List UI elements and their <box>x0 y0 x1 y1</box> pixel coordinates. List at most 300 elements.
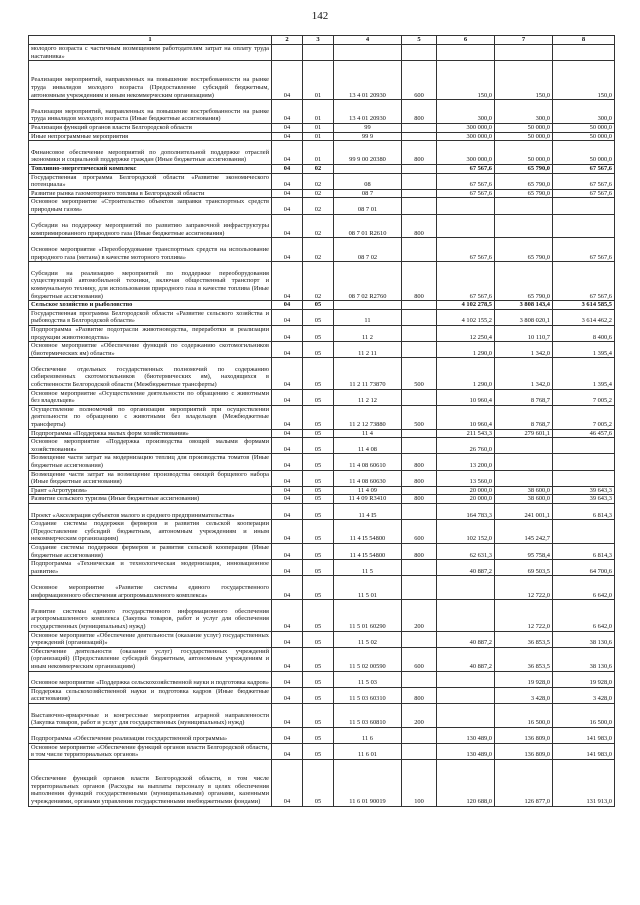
row-name: Основное мероприятие «Строительство объектов заправки транспортных средств природным газом» <box>29 198 272 214</box>
amount-col8: 38 130,6 <box>553 631 615 647</box>
subsection-code: 05 <box>303 671 334 687</box>
target-article-code: 11 4 08 60610 <box>334 454 402 470</box>
amount-col6: 13 560,0 <box>437 470 495 486</box>
amount-col7: 38 600,0 <box>495 486 553 495</box>
target-article-code: 99 9 00 20380 <box>334 141 402 165</box>
section-code: 04 <box>272 647 303 671</box>
row-name: Обеспечение деятельности (оказание услуг) государственных учреждений (организаций) (Предоставление субсидий бюджетным, автономным учреждениям и иным некоммерческим организациям) <box>29 647 272 671</box>
amount-col6: 164 783,3 <box>437 504 495 520</box>
amount-col7: 1 342,0 <box>495 342 553 358</box>
expense-type-code <box>402 438 437 454</box>
amount-col8: 50 000,0 <box>553 141 615 165</box>
subsection-code: 05 <box>303 703 334 727</box>
amount-col7: 136 809,0 <box>495 743 553 759</box>
amount-col7: 3 808 020,1 <box>495 309 553 325</box>
target-article-code: 13 4 01 20930 <box>334 61 402 100</box>
target-article-code: 11 5 01 60290 <box>334 600 402 631</box>
amount-col6: 67 567,6 <box>437 262 495 301</box>
amount-col8: 39 643,3 <box>553 495 615 504</box>
subsection-code: 05 <box>303 486 334 495</box>
expense-type-code <box>402 189 437 198</box>
section-code: 04 <box>272 141 303 165</box>
subsection-code: 05 <box>303 454 334 470</box>
subsection-code: 05 <box>303 560 334 576</box>
expense-type-code <box>402 560 437 576</box>
target-article-code: 11 5 02 00590 <box>334 647 402 671</box>
expense-type-code <box>402 132 437 141</box>
section-code: 04 <box>272 438 303 454</box>
table-row <box>29 342 615 358</box>
amount-col8: 67 567,6 <box>553 173 615 189</box>
amount-col7: 36 853,5 <box>495 647 553 671</box>
amount-col6: 102 152,0 <box>437 520 495 544</box>
row-name: Проект «Акселерация субъектов малого и среднего предпринимательства» <box>29 504 272 520</box>
table-row <box>29 238 615 262</box>
row-name: Основное мероприятие «Обеспечение функций по содержанию скотомогильников (биотермических ям) области» <box>29 342 272 358</box>
row-name: Обеспечение отдельных государственных полномочий по содержанию сибиреязвенных скотомогильников (биотермических ям), находящихся в собственности Белгородской области (Межбюджетные трансферты) <box>29 358 272 389</box>
table-row <box>29 743 615 759</box>
section-code: 04 <box>272 495 303 504</box>
amount-col8: 67 567,6 <box>553 189 615 198</box>
amount-col6: 10 960,4 <box>437 405 495 429</box>
amount-col7: 12 722,0 <box>495 600 553 631</box>
amount-col8: 39 643,3 <box>553 486 615 495</box>
header-cell: 3 <box>303 36 334 45</box>
table-row <box>29 405 615 429</box>
row-name: Осуществление полномочий по организации мероприятий при осуществлении деятельности по обращению с животными без владельцев (Межбюджетные трансферты) <box>29 405 272 429</box>
table-header-row <box>29 36 615 45</box>
amount-col8: 67 567,6 <box>553 164 615 173</box>
section-code: 04 <box>272 198 303 214</box>
table-row <box>29 132 615 141</box>
amount-col8: 7 005,2 <box>553 405 615 429</box>
table-row <box>29 429 615 438</box>
target-article-code: 08 7 02 <box>334 238 402 262</box>
expense-type-code: 600 <box>402 61 437 100</box>
section-code: 04 <box>272 486 303 495</box>
target-article-code: 08 7 02 R2760 <box>334 262 402 301</box>
amount-col7: 1 342,0 <box>495 358 553 389</box>
row-name: Развитие системы единого государственного информационного обеспечения агропромышленного комплекса (Закупка товаров, работ и услуг для обеспечения государственных (муниципальных) нужд) <box>29 600 272 631</box>
section-code: 04 <box>272 470 303 486</box>
expense-type-code: 600 <box>402 520 437 544</box>
subsection-code: 05 <box>303 358 334 389</box>
header-cell: 8 <box>553 36 615 45</box>
target-article-code: 11 4 I5 54800 <box>334 543 402 559</box>
amount-col7: 3 428,0 <box>495 687 553 703</box>
amount-col7: 136 809,0 <box>495 727 553 743</box>
amount-col6: 300 000,0 <box>437 132 495 141</box>
target-article-code: 99 9 <box>334 132 402 141</box>
target-article-code: 08 7 <box>334 189 402 198</box>
expense-type-code <box>402 743 437 759</box>
amount-col7: 50 000,0 <box>495 123 553 132</box>
amount-col6 <box>437 703 495 727</box>
header-cell: 1 <box>29 36 272 45</box>
amount-col8: 1 395,4 <box>553 358 615 389</box>
section-code: 04 <box>272 687 303 703</box>
amount-col6 <box>437 576 495 600</box>
subsection-code: 02 <box>303 198 334 214</box>
table-row <box>29 647 615 671</box>
table-row <box>29 61 615 100</box>
section-code: 04 <box>272 173 303 189</box>
row-name: Основное мероприятие «Поддержка сельскохозяйственной науки и подготовка кадров» <box>29 671 272 687</box>
row-name: Обеспечение функций органов власти Белгородской области, в том числе территориальных органов (Расходы на выплаты персоналу в целях обеспечения выполнения функций государственными (муниципальными) органами, казенными учреждениями, органами управления государственными внебюджетными фондами) <box>29 760 272 807</box>
subsection-code: 05 <box>303 405 334 429</box>
row-name: Грант «Агротуризм» <box>29 486 272 495</box>
table-row <box>29 600 615 631</box>
expense-type-code <box>402 45 437 61</box>
expense-type-code: 500 <box>402 405 437 429</box>
amount-col8: 67 567,6 <box>553 238 615 262</box>
header-cell: 4 <box>334 36 402 45</box>
target-article-code <box>334 45 402 61</box>
amount-col7: 65 790,0 <box>495 164 553 173</box>
subsection-code: 05 <box>303 504 334 520</box>
amount-col6: 211 543,3 <box>437 429 495 438</box>
header-cell: 2 <box>272 36 303 45</box>
amount-col8: 141 983,0 <box>553 727 615 743</box>
budget-table <box>28 35 615 807</box>
amount-col6: 40 887,2 <box>437 560 495 576</box>
row-name: Подпрограмма «Техническая и технологическая модернизация, инновационное развитие» <box>29 560 272 576</box>
table-row <box>29 262 615 301</box>
expense-type-code <box>402 309 437 325</box>
subsection-code: 05 <box>303 687 334 703</box>
amount-col7: 95 758,4 <box>495 543 553 559</box>
amount-col6: 300 000,0 <box>437 123 495 132</box>
target-article-code: 13 4 01 20930 <box>334 100 402 124</box>
row-name: Подпрограмма «Обеспечение реализации государственной программы» <box>29 727 272 743</box>
target-article-code: 11 6 <box>334 727 402 743</box>
section-code: 04 <box>272 189 303 198</box>
subsection-code: 02 <box>303 238 334 262</box>
amount-col8: 3 428,0 <box>553 687 615 703</box>
amount-col6: 26 760,0 <box>437 438 495 454</box>
subsection-code: 01 <box>303 141 334 165</box>
row-name: Государственная программа Белгородской области «Развитие экономического потенциала» <box>29 173 272 189</box>
amount-col7: 65 790,0 <box>495 238 553 262</box>
amount-col8: 67 567,6 <box>553 262 615 301</box>
amount-col6: 67 567,6 <box>437 189 495 198</box>
row-name: Развитие рынка газомоторного топлива в Белгородской области <box>29 189 272 198</box>
section-code: 04 <box>272 262 303 301</box>
expense-type-code <box>402 671 437 687</box>
row-name: Иные непрограммные мероприятия <box>29 132 272 141</box>
row-name: Основное мероприятие «Поддержка производства овощей малыми формами хозяйствования» <box>29 438 272 454</box>
section-code: 04 <box>272 600 303 631</box>
subsection-code: 05 <box>303 389 334 405</box>
row-name: Основное мероприятие «Развитие системы единого государственного информационного обеспечения агропромышленного комплекса» <box>29 576 272 600</box>
table-row <box>29 671 615 687</box>
subsection-code: 01 <box>303 132 334 141</box>
amount-col6 <box>437 198 495 214</box>
section-code: 04 <box>272 301 303 310</box>
amount-col7: 50 000,0 <box>495 132 553 141</box>
section-code: 04 <box>272 576 303 600</box>
table-row <box>29 173 615 189</box>
amount-col6: 67 567,6 <box>437 173 495 189</box>
target-article-code: 11 5 <box>334 560 402 576</box>
expense-type-code: 200 <box>402 600 437 631</box>
amount-col7: 65 790,0 <box>495 173 553 189</box>
table-row <box>29 123 615 132</box>
row-name: Создание системы поддержки фермеров и развития сельской кооперации (Иные бюджетные ассигнования) <box>29 543 272 559</box>
amount-col7: 8 768,7 <box>495 389 553 405</box>
table-row <box>29 325 615 341</box>
target-article-code: 11 2 <box>334 325 402 341</box>
section-code: 04 <box>272 238 303 262</box>
amount-col8 <box>553 214 615 238</box>
table-row <box>29 100 615 124</box>
subsection-code: 05 <box>303 600 334 631</box>
row-name: молодого возраста с частичным возмещением работодателям затрат на оплату труда наставника» <box>29 45 272 61</box>
subsection-code: 05 <box>303 647 334 671</box>
target-article-code: 11 4 08 60630 <box>334 470 402 486</box>
section-code: 04 <box>272 631 303 647</box>
amount-col8: 46 457,6 <box>553 429 615 438</box>
section-code: 04 <box>272 727 303 743</box>
expense-type-code <box>402 631 437 647</box>
row-name: Подпрограмма «Развитие подотрасли животноводства, переработки и реализации продукции животноводства» <box>29 325 272 341</box>
header-cell: 6 <box>437 36 495 45</box>
row-name: Выставочно-ярмарочные и конгрессные мероприятия аграрной направленности (Закупка товаров, работ и услуг для государственных (муниципальных) нужд) <box>29 703 272 727</box>
table-row <box>29 309 615 325</box>
table-row <box>29 470 615 486</box>
target-article-code: 11 4 09 R3410 <box>334 495 402 504</box>
target-article-code: 11 5 03 <box>334 671 402 687</box>
expense-type-code <box>402 504 437 520</box>
section-code: 04 <box>272 123 303 132</box>
row-name: Основное мероприятие «Обеспечение функций органов власти Белгородской области, в том числе территориальных органов» <box>29 743 272 759</box>
row-name: Сельское хозяйство и рыболовство <box>29 301 272 310</box>
subsection-code: 05 <box>303 342 334 358</box>
amount-col7: 241 001,1 <box>495 504 553 520</box>
section-code: 04 <box>272 214 303 238</box>
amount-col8 <box>553 438 615 454</box>
amount-col8: 6 814,3 <box>553 543 615 559</box>
header-cell: 5 <box>402 36 437 45</box>
amount-col7: 8 768,7 <box>495 405 553 429</box>
amount-col8 <box>553 198 615 214</box>
section-code: 04 <box>272 429 303 438</box>
table-row <box>29 495 615 504</box>
target-article-code: 11 2 11 73870 <box>334 358 402 389</box>
amount-col8: 64 700,6 <box>553 560 615 576</box>
expense-type-code: 800 <box>402 454 437 470</box>
amount-col8: 16 500,0 <box>553 703 615 727</box>
expense-type-code <box>402 238 437 262</box>
target-article-code <box>334 164 402 173</box>
row-name: Реализация мероприятий, направленных на повышение востребованности на рынке труда инвалидов молодого возраста (Предоставление субсидий бюджетным, автономным учреждениям и иным некоммерческим организациям) <box>29 61 272 100</box>
target-article-code: 11 4 09 <box>334 486 402 495</box>
target-article-code <box>334 301 402 310</box>
expense-type-code: 200 <box>402 703 437 727</box>
table-row <box>29 214 615 238</box>
target-article-code: 11 5 03 60310 <box>334 687 402 703</box>
expense-type-code: 800 <box>402 214 437 238</box>
expense-type-code <box>402 389 437 405</box>
amount-col7: 38 600,0 <box>495 495 553 504</box>
section-code: 04 <box>272 342 303 358</box>
row-name: Реализация мероприятий, направленных на повышение востребованности на рынке труда инвалидов молодого возраста (Иные бюджетные ассигнования) <box>29 100 272 124</box>
target-article-code: 11 2 11 <box>334 342 402 358</box>
section-code: 04 <box>272 405 303 429</box>
amount-col6: 4 102 155,2 <box>437 309 495 325</box>
amount-col6 <box>437 687 495 703</box>
table-row <box>29 438 615 454</box>
subsection-code <box>303 45 334 61</box>
section-code: 04 <box>272 760 303 807</box>
amount-col8: 131 913,0 <box>553 760 615 807</box>
expense-type-code <box>402 198 437 214</box>
section-code: 04 <box>272 703 303 727</box>
expense-type-code <box>402 342 437 358</box>
amount-col6: 67 567,6 <box>437 238 495 262</box>
amount-col6: 300,0 <box>437 100 495 124</box>
subsection-code: 02 <box>303 189 334 198</box>
target-article-code: 99 <box>334 123 402 132</box>
table-row <box>29 141 615 165</box>
subsection-code: 05 <box>303 743 334 759</box>
amount-col6: 130 489,0 <box>437 743 495 759</box>
amount-col7: 145 242,7 <box>495 520 553 544</box>
row-name: Развитие сельского туризма (Иные бюджетные ассигнования) <box>29 495 272 504</box>
amount-col6: 1 290,0 <box>437 342 495 358</box>
table-row <box>29 454 615 470</box>
amount-col8: 300,0 <box>553 100 615 124</box>
amount-col6: 40 887,2 <box>437 647 495 671</box>
section-code: 04 <box>272 100 303 124</box>
expense-type-code: 100 <box>402 760 437 807</box>
amount-col8: 3 614 585,5 <box>553 301 615 310</box>
amount-col6 <box>437 671 495 687</box>
amount-col6: 20 000,0 <box>437 495 495 504</box>
amount-col7: 126 877,0 <box>495 760 553 807</box>
expense-type-code: 800 <box>402 470 437 486</box>
amount-col7: 12 722,0 <box>495 576 553 600</box>
amount-col8: 50 000,0 <box>553 132 615 141</box>
subsection-code: 05 <box>303 543 334 559</box>
row-name: Финансовое обеспечение мероприятий по дополнительной поддержке отраслей экономики и социальной поддержке граждан (Иные бюджетные ассигнования) <box>29 141 272 165</box>
target-article-code: 11 4 I5 54800 <box>334 520 402 544</box>
subsection-code: 01 <box>303 100 334 124</box>
row-name: Реализация функций органов власти Белгородской области <box>29 123 272 132</box>
table-row <box>29 301 615 310</box>
expense-type-code <box>402 576 437 600</box>
subsection-code: 05 <box>303 576 334 600</box>
amount-col8: 38 130,6 <box>553 647 615 671</box>
row-name: Государственная программа Белгородской области «Развитие сельского хозяйства и рыбоводства в Белгородской области» <box>29 309 272 325</box>
table-row <box>29 189 615 198</box>
expense-type-code <box>402 486 437 495</box>
subsection-code: 01 <box>303 123 334 132</box>
amount-col8: 6 642,0 <box>553 600 615 631</box>
target-article-code: 08 <box>334 173 402 189</box>
row-name: Возмещение части затрат на возмещение производства овощей борщевого набора (Иные бюджетные ассигнования) <box>29 470 272 486</box>
amount-col8 <box>553 470 615 486</box>
table-row <box>29 543 615 559</box>
target-article-code: 11 4 I5 <box>334 504 402 520</box>
section-code: 04 <box>272 454 303 470</box>
target-article-code: 11 2 12 <box>334 389 402 405</box>
subsection-code: 01 <box>303 61 334 100</box>
amount-col7 <box>495 454 553 470</box>
subsection-code: 02 <box>303 214 334 238</box>
table-row <box>29 389 615 405</box>
section-code: 04 <box>272 61 303 100</box>
table-row <box>29 198 615 214</box>
amount-col6: 130 489,0 <box>437 727 495 743</box>
expense-type-code: 800 <box>402 141 437 165</box>
subsection-code: 05 <box>303 325 334 341</box>
amount-col6 <box>437 45 495 61</box>
amount-col7 <box>495 470 553 486</box>
section-code <box>272 45 303 61</box>
amount-col6: 1 290,0 <box>437 358 495 389</box>
amount-col7: 36 853,5 <box>495 631 553 647</box>
expense-type-code <box>402 301 437 310</box>
amount-col7 <box>495 214 553 238</box>
section-code: 04 <box>272 358 303 389</box>
amount-col8: 6 642,0 <box>553 576 615 600</box>
amount-col6 <box>437 214 495 238</box>
subsection-code: 05 <box>303 438 334 454</box>
amount-col7: 65 790,0 <box>495 262 553 301</box>
expense-type-code: 600 <box>402 647 437 671</box>
expense-type-code: 800 <box>402 262 437 301</box>
amount-col6: 62 631,3 <box>437 543 495 559</box>
table-row <box>29 703 615 727</box>
section-code: 04 <box>272 743 303 759</box>
expense-type-code: 800 <box>402 543 437 559</box>
amount-col7: 3 808 143,4 <box>495 301 553 310</box>
target-article-code: 11 2 12 73880 <box>334 405 402 429</box>
amount-col7: 16 500,0 <box>495 703 553 727</box>
target-article-code: 11 <box>334 309 402 325</box>
subsection-code: 02 <box>303 173 334 189</box>
row-name: Основное мероприятие «Осуществление деятельности по обращению с животными без владельцев» <box>29 389 272 405</box>
table-row <box>29 45 615 61</box>
amount-col8: 150,0 <box>553 61 615 100</box>
amount-col7 <box>495 438 553 454</box>
header-cell: 7 <box>495 36 553 45</box>
row-name: Создание системы поддержки фермеров и развития сельской кооперации (Предоставление субсидий бюджетным, автономным учреждениям и иным некоммерческим организациям) <box>29 520 272 544</box>
subsection-code: 05 <box>303 631 334 647</box>
amount-col7: 279 601,1 <box>495 429 553 438</box>
amount-col6: 67 567,6 <box>437 164 495 173</box>
subsection-code: 05 <box>303 429 334 438</box>
table-row <box>29 520 615 544</box>
subsection-code: 05 <box>303 495 334 504</box>
section-code: 04 <box>272 504 303 520</box>
expense-type-code: 800 <box>402 687 437 703</box>
amount-col6: 150,0 <box>437 61 495 100</box>
page-number: 142 <box>311 10 329 22</box>
table-row <box>29 164 615 173</box>
expense-type-code <box>402 727 437 743</box>
target-article-code: 11 5 02 <box>334 631 402 647</box>
row-name: Субсидии на поддержку мероприятий по развитию заправочной инфраструктуры компримированного природного газа (Иные бюджетные ассигнования) <box>29 214 272 238</box>
row-name: Субсидии на реализацию мероприятий по поддержке переоборудования существующей автомобильной техники, включая общественный транспорт и коммунальную технику, для использования природного газа в качестве топлива (Иные бюджетные ассигнования) <box>29 262 272 301</box>
expense-type-code: 500 <box>402 358 437 389</box>
expense-type-code: 800 <box>402 100 437 124</box>
section-code: 04 <box>272 560 303 576</box>
row-name: Топливно-энергетический комплекс <box>29 164 272 173</box>
expense-type-code <box>402 123 437 132</box>
target-article-code: 08 7 01 R2610 <box>334 214 402 238</box>
